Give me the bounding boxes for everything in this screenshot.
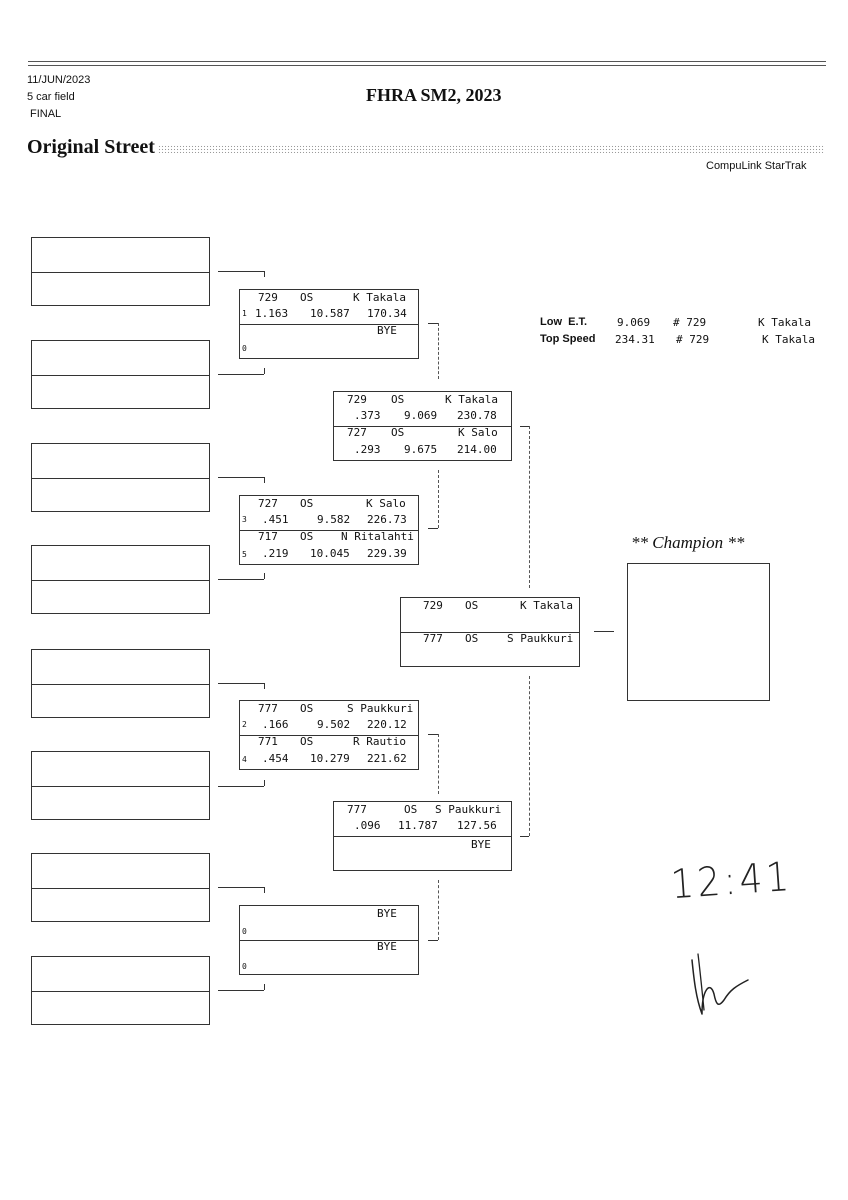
- ladder-box-2: [31, 340, 210, 409]
- handwritten-time: 12:41: [669, 853, 794, 909]
- driver-name: K Takala: [445, 393, 498, 406]
- driver-name: K Takala: [353, 291, 406, 304]
- reaction-time: .454: [262, 752, 289, 765]
- car-number: 727: [258, 497, 278, 510]
- car-class: OS: [391, 393, 405, 406]
- connector: [218, 374, 264, 375]
- field-size: 5 car field: [27, 91, 75, 103]
- r1-m3-bottom-entry: [240, 735, 418, 770]
- connector: [218, 786, 264, 787]
- final-matchup: [400, 597, 580, 667]
- reaction-time: .096: [354, 819, 381, 832]
- driver-name: N Ritalahti: [341, 530, 414, 543]
- connector: [218, 887, 264, 888]
- driver-name: K Salo: [366, 497, 406, 510]
- r1-m2-bottom-entry: [240, 530, 418, 565]
- ladder-box-4: [31, 545, 210, 614]
- elapsed-time: 9.069: [404, 409, 438, 422]
- ladder-box-5: [31, 649, 210, 718]
- low-et-car: # 729: [673, 316, 707, 329]
- connector: [428, 323, 438, 324]
- elapsed-time: 10.045: [310, 547, 350, 560]
- bye-label: BYE: [471, 838, 491, 851]
- r1-m4-bottom-entry: [240, 940, 418, 975]
- elapsed-time: 9.582: [317, 513, 351, 526]
- driver-name: S Paukkuri: [435, 803, 502, 816]
- lane-number: 0: [242, 927, 247, 936]
- car-class: OS: [300, 291, 314, 304]
- reaction-time: .293: [354, 443, 381, 456]
- top-rule-2: [28, 65, 826, 66]
- car-class: OS: [300, 530, 314, 543]
- low-et-record: [540, 316, 830, 330]
- top-speed-driver: K Takala: [762, 333, 815, 346]
- connector: [264, 984, 265, 990]
- round-label: FINAL: [30, 108, 62, 120]
- connector: [520, 426, 529, 427]
- connector: [529, 676, 530, 836]
- car-number: 729: [347, 393, 367, 406]
- top-speed-label: Top Speed: [540, 333, 596, 345]
- driver-name: S Paukkuri: [347, 702, 414, 715]
- class-title: Original Street: [27, 136, 155, 158]
- r1-matchup-1: [239, 289, 419, 359]
- driver-name: S Paukkuri: [507, 632, 574, 645]
- speed: 229.39: [367, 547, 407, 560]
- bye-label: BYE: [377, 940, 397, 953]
- car-class: OS: [465, 599, 479, 612]
- speed: 221.62: [367, 752, 407, 765]
- speed: 214.00: [457, 443, 497, 456]
- connector: [594, 631, 614, 632]
- r1-matchup-4: [239, 905, 419, 975]
- speed: 127.56: [457, 819, 497, 832]
- final-top-entry: [401, 598, 579, 632]
- r2-matchup-1: [333, 391, 512, 461]
- bye-label: BYE: [377, 324, 397, 337]
- car-number: 717: [258, 530, 278, 543]
- connector: [428, 940, 438, 941]
- r2-m2-top-entry: [334, 802, 511, 836]
- champion-box: [627, 563, 770, 701]
- speed: 220.12: [367, 718, 407, 731]
- lane-number: 0: [242, 344, 247, 353]
- race-date: 11/JUN/2023: [27, 74, 91, 86]
- connector: [438, 880, 439, 940]
- final-bottom-entry: [401, 632, 579, 667]
- ladder-box-1: [31, 237, 210, 306]
- connector: [218, 477, 264, 478]
- speed: 230.78: [457, 409, 497, 422]
- reaction-time: 1.163: [255, 307, 289, 320]
- car-class: OS: [404, 803, 418, 816]
- connector: [264, 271, 265, 277]
- handwritten-signature: [680, 950, 760, 1020]
- bye-label: BYE: [377, 907, 397, 920]
- driver-name: K Takala: [520, 599, 573, 612]
- lane-number: 5: [242, 550, 247, 559]
- top-speed-car: # 729: [676, 333, 710, 346]
- elapsed-time: 10.587: [310, 307, 350, 320]
- r2-matchup-2: [333, 801, 512, 871]
- low-et-value: 9.069: [617, 316, 651, 329]
- connector: [264, 477, 265, 483]
- low-et-label: Low E.T.: [540, 316, 588, 328]
- r1-m1-bottom-entry: [240, 324, 418, 359]
- connector: [428, 528, 438, 529]
- connector: [218, 579, 264, 580]
- title-dotted-bar: [158, 145, 824, 153]
- connector: [438, 470, 439, 528]
- ladder-box-6: [31, 751, 210, 820]
- connector: [438, 323, 439, 379]
- r1-m1-top-entry: [240, 290, 418, 324]
- r1-m4-top-entry: [240, 906, 418, 940]
- r1-m2-top-entry: [240, 496, 418, 530]
- speed: 170.34: [367, 307, 407, 320]
- connector: [264, 573, 265, 579]
- car-number: 729: [258, 291, 278, 304]
- reaction-time: .451: [262, 513, 289, 526]
- car-number: 777: [258, 702, 278, 715]
- elapsed-time: 11.787: [398, 819, 438, 832]
- speed: 226.73: [367, 513, 407, 526]
- lane-number: 2: [242, 720, 247, 729]
- top-speed-record: [540, 333, 830, 347]
- low-et-driver: K Takala: [758, 316, 811, 329]
- connector: [529, 426, 530, 588]
- connector: [428, 734, 438, 735]
- car-class: OS: [300, 735, 314, 748]
- car-class: OS: [391, 426, 405, 439]
- car-number: 777: [423, 632, 443, 645]
- lane-number: 0: [242, 962, 247, 971]
- lane-number: 4: [242, 755, 247, 764]
- car-number: 777: [347, 803, 367, 816]
- r1-matchup-2: [239, 495, 419, 565]
- connector: [264, 368, 265, 374]
- driver-name: R Rautio: [353, 735, 406, 748]
- car-class: OS: [300, 702, 314, 715]
- car-number: 727: [347, 426, 367, 439]
- champion-label: ** Champion **: [631, 533, 745, 552]
- top-rule: [28, 61, 826, 62]
- car-number: 771: [258, 735, 278, 748]
- elapsed-time: 10.279: [310, 752, 350, 765]
- driver-name: K Salo: [458, 426, 498, 439]
- r2-m1-top-entry: [334, 392, 511, 426]
- ladder-box-3: [31, 443, 210, 512]
- car-number: 729: [423, 599, 443, 612]
- connector: [520, 836, 529, 837]
- connector: [264, 683, 265, 689]
- r2-m1-bottom-entry: [334, 426, 511, 461]
- reaction-time: .373: [354, 409, 381, 422]
- ladder-box-8: [31, 956, 210, 1025]
- r2-m2-bottom-entry: [334, 836, 511, 871]
- elapsed-time: 9.502: [317, 718, 351, 731]
- connector: [218, 683, 264, 684]
- r1-m3-top-entry: [240, 701, 418, 735]
- r1-matchup-3: [239, 700, 419, 770]
- car-class: OS: [300, 497, 314, 510]
- lane-number: 3: [242, 515, 247, 524]
- connector: [218, 990, 264, 991]
- reaction-time: .219: [262, 547, 289, 560]
- elapsed-time: 9.675: [404, 443, 438, 456]
- car-class: OS: [465, 632, 479, 645]
- system-label: CompuLink StarTrak: [706, 160, 807, 172]
- top-speed-value: 234.31: [615, 333, 655, 346]
- ladder-box-7: [31, 853, 210, 922]
- reaction-time: .166: [262, 718, 289, 731]
- connector: [264, 887, 265, 893]
- lane-number: 1: [242, 309, 247, 318]
- connector: [438, 734, 439, 794]
- event-title: FHRA SM2, 2023: [366, 85, 502, 105]
- connector: [218, 271, 264, 272]
- connector: [264, 780, 265, 786]
